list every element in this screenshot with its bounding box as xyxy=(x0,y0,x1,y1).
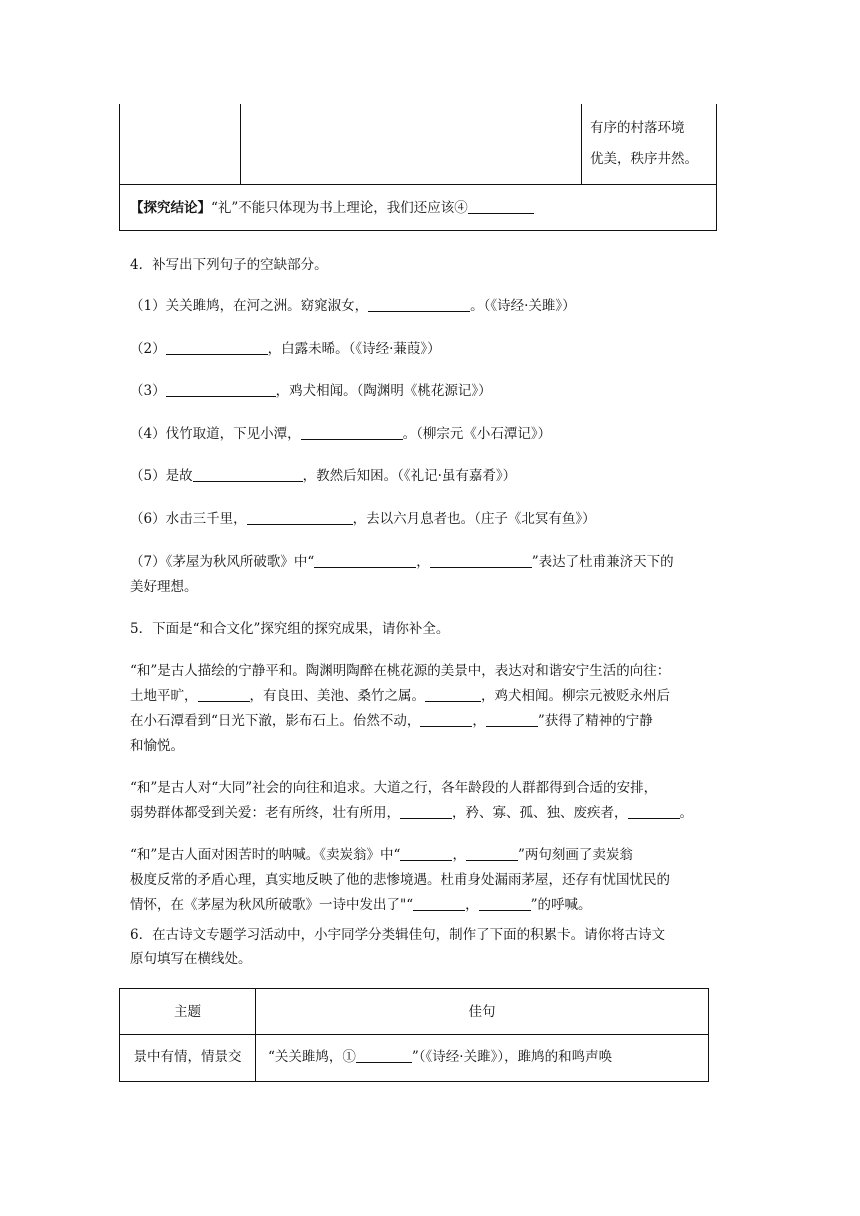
answer-blank[interactable] xyxy=(314,553,416,568)
q5-text: ， xyxy=(452,847,466,863)
q5-text: ”两句刻画了卖炭翁 xyxy=(517,847,633,863)
q4-item-text: （5）是故 xyxy=(130,468,193,484)
answer-blank[interactable] xyxy=(479,896,531,911)
q5-paragraph-1-line xyxy=(130,711,730,731)
conclusion-label: 【探究结论】 xyxy=(130,200,211,216)
answer-blank[interactable] xyxy=(301,425,403,440)
q4-item-text: ，鸡犬相闻。（陶渊明《桃花源记》） xyxy=(275,383,492,399)
header-quote: 佳句 xyxy=(468,1004,496,1020)
question-6-title: 6．在古诗文专题学习活动中，小宇同学分类辑佳句，制作了下面的积累卡。请你将古诗文 xyxy=(130,927,666,943)
answer-blank[interactable] xyxy=(247,510,353,525)
answer-blank[interactable] xyxy=(628,804,680,819)
q5-paragraph-1-line xyxy=(130,686,730,706)
answer-blank[interactable] xyxy=(425,687,481,702)
q4-item-text: （3） xyxy=(130,383,166,399)
quote-text: ”（《诗经·关雎》），雎鸠的和鸣声唤 xyxy=(411,1049,613,1065)
answer-blank[interactable] xyxy=(166,382,276,397)
answer-blank[interactable] xyxy=(368,297,470,312)
q4-item-4 xyxy=(130,424,730,444)
table-cell-line: 优美，秩序井然。 xyxy=(590,151,698,167)
q4-item-text: 。（柳宗元《小石潭记》） xyxy=(402,426,552,442)
q5-text: 。 xyxy=(679,805,693,821)
table-divider xyxy=(240,104,241,184)
answer-blank[interactable] xyxy=(356,1048,412,1063)
q4-item-text: ，去以六月息者也。（庄子《北冥有鱼》） xyxy=(352,511,596,527)
q5-text: 在小石潭看到“日光下澈，影布石上。佁然不动， xyxy=(130,713,421,729)
q5-paragraph-2-line xyxy=(130,803,730,823)
q5-text: ”的呼喊。 xyxy=(530,897,592,913)
answer-blank[interactable] xyxy=(166,340,268,355)
row-quote xyxy=(268,1047,612,1067)
answer-blank[interactable] xyxy=(400,846,452,861)
answer-blank[interactable] xyxy=(420,712,472,727)
q5-paragraph-3-line: 极度反常的矛盾心理，真实地反映了他的悲惨境遇。杜甫身处漏雨茅屋，还存有忧国忧民的 xyxy=(130,872,670,888)
table-divider xyxy=(120,184,716,185)
q5-paragraph-1-line: “和”是古人描绘的宁静平和。陶渊明陶醉在桃花源的美景中，表达对和谐安宁生活的向往： xyxy=(130,663,671,679)
table-divider xyxy=(581,104,582,184)
q4-item-text: （1）关关雎鸠，在河之洲。窈窕淑女， xyxy=(130,298,369,314)
q5-text: ，鸡犬相闻。柳宗元被贬永州后 xyxy=(481,688,670,704)
quote-text: “关关雎鸠，① xyxy=(268,1049,356,1065)
q5-text: ，有良田、美池、桑竹之属。 xyxy=(249,688,425,704)
table-divider xyxy=(120,1034,708,1035)
question-6-title-cont: 原句填写在横线处。 xyxy=(130,951,252,967)
q5-paragraph-3-line xyxy=(130,895,730,915)
q4-item-3 xyxy=(130,381,730,401)
answer-blank[interactable] xyxy=(198,687,250,702)
q4-item-text: ，教然后知困。（《礼记·虽有嘉肴》） xyxy=(302,468,517,484)
q5-text: 情怀，在《茅屋为秋风所破歌》一诗中发出了"“ xyxy=(130,897,414,913)
conclusion-text: “礼”不能只体现为书上理论，我们还应该④ xyxy=(211,200,468,216)
q5-paragraph-3-line xyxy=(130,845,730,865)
q4-item-text: （6）水击三千里， xyxy=(130,511,247,527)
q4-item-7 xyxy=(130,552,730,572)
inquiry-conclusion xyxy=(130,198,534,218)
answer-blank[interactable] xyxy=(486,712,538,727)
question-4-title: 4．补写出下列句子的空缺部分。 xyxy=(130,257,328,273)
q5-text: ， xyxy=(465,897,479,913)
question-5-title: 5．下面是“和合文化”探究组的探究成果，请你补全。 xyxy=(130,621,450,637)
accumulation-card-table xyxy=(119,988,709,1082)
q4-item-text: ， xyxy=(416,554,430,570)
q5-text: ，矜、寡、孤、独、废疾者， xyxy=(452,805,628,821)
q4-item-5 xyxy=(130,466,730,486)
q5-text: ， xyxy=(472,713,486,729)
q4-item-text: （7）《茅屋为秋风所破歌》中“ xyxy=(130,554,315,570)
q4-item-text: （4）伐竹取道，下见小潭， xyxy=(130,426,301,442)
q5-text: 土地平旷， xyxy=(130,688,198,704)
answer-blank[interactable] xyxy=(466,846,518,861)
q5-text: 弱势群体都受到关爱：老有所终，壮有所用， xyxy=(130,805,400,821)
answer-blank[interactable] xyxy=(400,804,452,819)
q4-item-text: （2） xyxy=(130,341,166,357)
q5-paragraph-1-line: 和愉悦。 xyxy=(130,738,184,754)
q5-paragraph-2-line: “和”是古人对“大同”社会的向往和追求。大道之行，各年龄段的人群都得到合适的安排， xyxy=(130,780,658,796)
answer-blank[interactable] xyxy=(468,199,534,214)
inquiry-table xyxy=(119,104,717,231)
q4-item-7-cont: 美好理想。 xyxy=(130,579,198,595)
answer-blank[interactable] xyxy=(193,467,303,482)
answer-blank[interactable] xyxy=(413,896,465,911)
header-theme: 主题 xyxy=(174,1004,201,1020)
row-theme: 景中有情，情景交 xyxy=(133,1049,242,1065)
answer-blank[interactable] xyxy=(430,553,532,568)
q4-item-6 xyxy=(130,509,730,529)
table-cell-line: 有序的村落环境 xyxy=(590,120,685,136)
q4-item-text: ，白露未晞。（《诗经·蒹葭》） xyxy=(267,341,441,357)
q5-text: “和”是古人面对困苦时的呐喊。《卖炭翁》中“ xyxy=(130,847,401,863)
q4-item-text: 。（《诗经·关雎》） xyxy=(470,298,576,314)
q4-item-1 xyxy=(130,296,730,316)
q4-item-2 xyxy=(130,339,730,359)
q5-text: ”获得了精神的宁静 xyxy=(537,713,653,729)
q4-item-text: ”表达了杜甫兼济天下的 xyxy=(531,554,674,570)
